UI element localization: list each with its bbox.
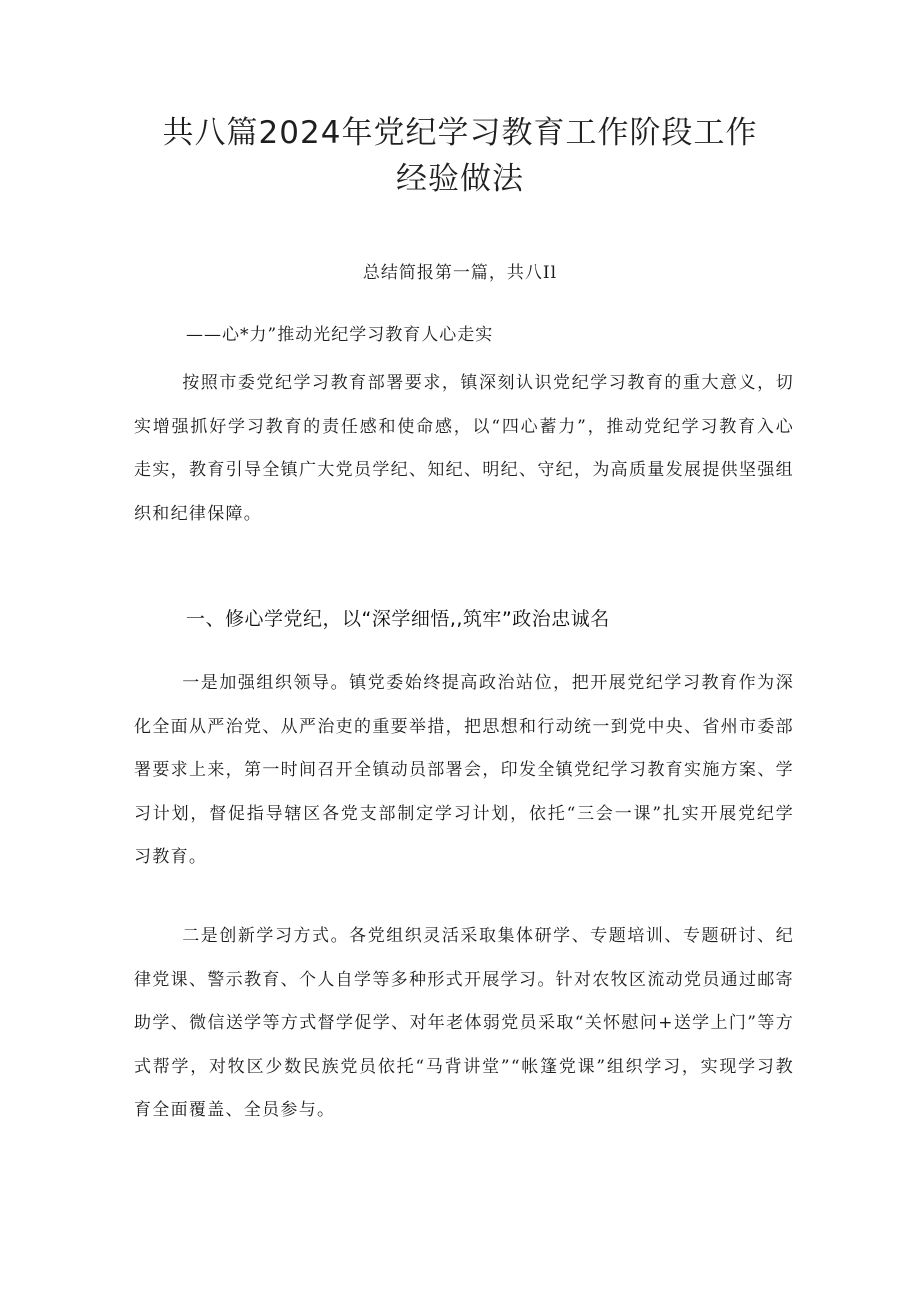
- intro-paragraph-text: 按照市委党纪学习教育部署要求，镇深刻认识党纪学习教育的重大意义，切实增强抓好学习教育的责任感和使命感，以“四心蓄力”，推动党纪学习教育入心走实，教育引导全镇广大党员学纪、知纪、明纪、守纪，为高质量发展提供坚强组织和纪律保障。: [134, 373, 794, 524]
- paragraph-1: [134, 662, 794, 880]
- paragraph-2-text: 二是创新学习方式。各党组织灵活采取集体研学、专题培训、专题研讨、纪律党课、警示教育、个人自学等多种形式开展学习。针对农牧区流动党员通过邮寄助学、微信送学等方式督学促学、对年老体弱党员采取“关怀慰问+送学上门”等方式帮学，对牧区少数民族党员依托“马背讲堂”“帐篷党课”组织学习，实现学习教育全面覆盖、全员参与。: [134, 926, 794, 1120]
- intro-paragraph: [134, 362, 794, 536]
- paragraph-1-text: 一是加强组织领导。镇党委始终提高政治站位，把开展党纪学习教育作为深化全面从严治党、从严治吏的重要举措，把思想和行动统一到党中央、省州市委部署要求上来，第一时间召开全镇动员部署会，印发全镇党纪学习教育实施方案、学习计划，督促指导辖区各党支部制定学习计划，依托“三会一课”扎实开展党纪学习教育。: [134, 673, 794, 867]
- paragraph-2: [134, 915, 794, 1133]
- document-title-line-2: 经验做法: [396, 161, 524, 197]
- theme-line: ——心*力”推动光纪学习教育人心走实: [186, 325, 494, 345]
- document-subtitle: 总结简报第一篇，共八Il: [362, 263, 558, 283]
- document-title-line-1: 共八篇2024年党纪学习教育工作阶段工作: [162, 115, 758, 151]
- section-1-heading: 一、修心学党纪，以“深学细悟,,筑牢”政治忠诚名: [186, 608, 610, 630]
